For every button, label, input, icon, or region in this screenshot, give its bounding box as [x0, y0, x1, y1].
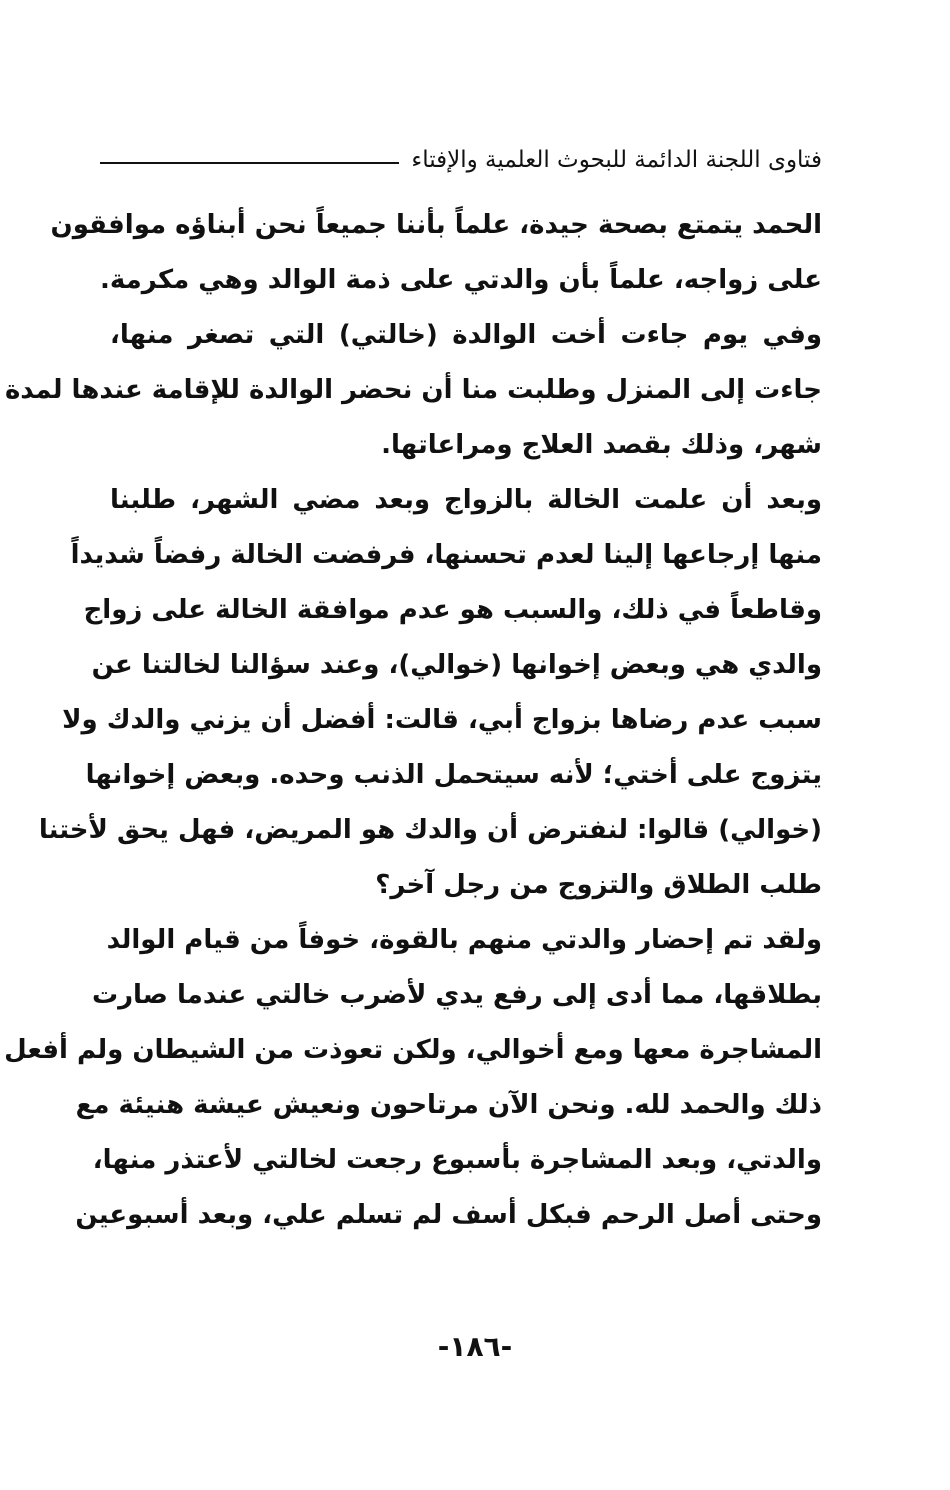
text-line: والدي هي وبعض إخوانها (خوالي)، وعند سؤالنا لخالتنا عن: [91, 650, 822, 680]
text-line: الحمد يتمتع بصحة جيدة، علماً بأننا جميعاً نحن أبناؤه موافقون: [50, 210, 822, 240]
text-line: جاءت إلى المنزل وطلبت منا أن نحضر الوالدة للإقامة عندها لمدة: [4, 375, 822, 405]
text-line: ولقد تم إحضار والدتي منهم بالقوة، خوفاً من قيام الوالد: [106, 925, 822, 955]
paragraph: [50, 198, 822, 308]
running-header: [100, 140, 822, 180]
text-line: وبعد أن علمت الخالة بالزواج وبعد مضي الشهر، طلبنا: [110, 485, 822, 515]
header-rule: [100, 162, 399, 164]
text-line: سبب عدم رضاها بزواج أبي، قالت: أفضل أن يزني والدك ولا: [62, 705, 822, 735]
text-line: وفي يوم جاءت أخت الوالدة (خالتي) التي تصغر منها،: [110, 320, 822, 350]
text-line: وقاطعاً في ذلك، والسبب هو عدم موافقة الخالة على زواج: [83, 595, 822, 625]
text-line: منها إرجاعها إلينا لعدم تحسنها، فرفضت الخالة رفضاً شديداً: [70, 540, 822, 570]
paragraph: [4, 308, 822, 473]
text-line: المشاجرة معها ومع أخوالي، ولكن تعوذت من الشيطان ولم أفعل: [4, 1035, 822, 1065]
header-title: فتاوى اللجنة الدائمة للبحوث العلمية والإفتاء: [411, 147, 822, 173]
text-line: شهر، وذلك بقصد العلاج ومراعاتها.: [381, 430, 822, 460]
body-text: [4, 198, 822, 1243]
text-line: (خوالي) قالوا: لنفترض أن والدك هو المريض، فهل يحق لأختنا: [38, 815, 822, 845]
text-line: بطلاقها، مما أدى إلى رفع يدي لأضرب خالتي عندما صارت: [91, 980, 822, 1010]
paragraph: [4, 913, 822, 1243]
paragraph: [38, 473, 822, 913]
page-number: -١٨٦-: [437, 1330, 513, 1363]
text-line: يتزوج على أختي؛ لأنه سيتحمل الذنب وحده. وبعض إخوانها: [85, 760, 822, 790]
text-line: ذلك والحمد لله. ونحن الآن مرتاحون ونعيش عيشة هنيئة مع: [75, 1090, 822, 1120]
text-line: وحتى أصل الرحم فبكل أسف لم تسلم علي، وبعد أسبوعين: [75, 1200, 822, 1230]
text-line: طلب الطلاق والتزوج من رجل آخر؟: [375, 870, 822, 900]
text-line: على زواجه، علماً بأن والدتي على ذمة الوالد وهي مكرمة.: [100, 265, 822, 295]
text-line: والدتي، وبعد المشاجرة بأسبوع رجعت لخالتي لأعتذر منها،: [92, 1145, 822, 1175]
